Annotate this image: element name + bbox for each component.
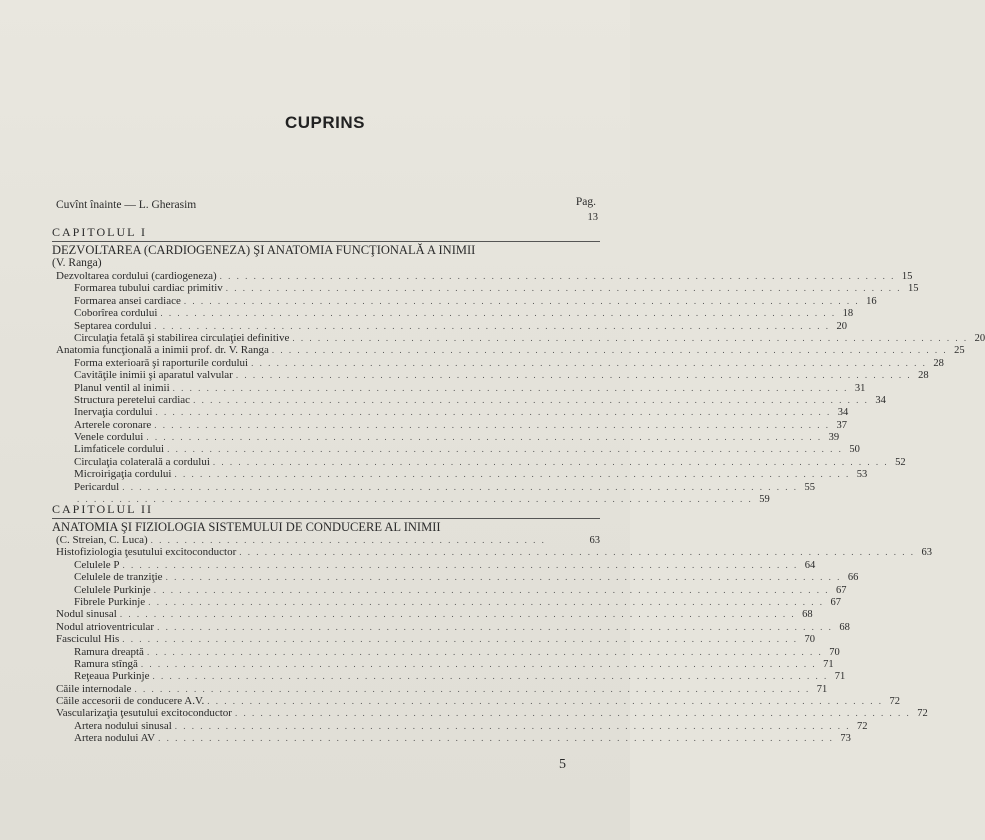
toc-entry-page: 15: [908, 283, 919, 295]
toc-entry-title: Dezvoltarea cordului (cardiogeneza): [56, 270, 217, 282]
toc-entry-title: Pericardul: [74, 480, 120, 493]
toc-entry: [52, 707, 928, 720]
toc-entry-title: Celulele Purkinje: [74, 583, 151, 596]
leader-dots: . . . . . . . . . . . . . . . . . . . . . . . . . . . . . . . . . . . . . . . . . . . . . . . . . . . . . . . . . . . . . . . . . . . . . . . . . . . . . . . .: [167, 444, 843, 455]
toc-entry: [52, 294, 877, 307]
chapter-2-heading: ANATOMIA ŞI FIZIOLOGIA SISTEMULUI DE CONDUCERE AL INIMII: [52, 520, 441, 534]
toc-entry: [52, 645, 840, 658]
toc-entry-page: 34: [875, 394, 886, 406]
toc-entry-page: 64: [804, 559, 816, 571]
toc-entry-title: Cavităţile inimii şi aparatul valvular: [74, 369, 233, 382]
foreword-page: 13: [587, 212, 598, 223]
toc-entry: [52, 657, 834, 670]
toc-entry-page: 28: [933, 357, 944, 369]
toc-entry-title: Circulaţia fetală şi stabilirea circulaţiei definitive: [74, 331, 290, 344]
toc-entry-page: 66: [847, 572, 859, 584]
toc-entry: [52, 270, 913, 282]
leader-dots: . . . . . . . . . . . . . . . . . . . . . . . . . . . . . . . . . . . . . . . . . . . . . . . . . . . . . . . . . . . . . . . . . . . . . . . . . . . . . . . .: [219, 271, 896, 281]
toc-entry: [52, 282, 919, 295]
leader-dots: . . . . . . . . . . . . . . . . . . . . . . . . . . . . . . . . . . . . . . . . . . . . . . . . . . . . . . . . . . . . . . . . . . . . . . . . . . . . . . . .: [165, 572, 842, 583]
toc-entry-title: Structura peretelui cardiac: [74, 393, 191, 406]
leader-dots: . . . . . . . . . . . . . . . . . . . . . . . . . . . . . . . . . . . . . . . . . . . . . . . . . . . . . . . . . . . . . . . . . . . . . . . . . . . . . . . .: [251, 357, 927, 368]
chapter-2-authors-row: [52, 534, 600, 546]
chapter-1-entries: [52, 270, 985, 506]
leader-dots: . . . . . . . . . . . . . . . . . . . . . . . . . . . . . . . . . . . . . . . . . . . . . . . . . . . . . . . . . . . . . . . . . . . . . . . . . . . . . . . .: [154, 419, 831, 430]
leader-dots: . . . . . . . . . . . . . . . . . . . . . . . . . . . . . . . . . . . . . . . . . . . . . . . . . . . . . . . . . . . . . . . . . . . . . . . . . . . . . . . .: [234, 708, 911, 719]
leader-dots: . . . . . . . . . . . . . . . . . . . . . . . . . . . . . . . . . . . . . . . . . . . . . . . . . . . . . . . . . . . . . . . . . . . . . . . . . . . . . . . .: [122, 559, 799, 570]
toc-entry-title: Histofiziologia ţesutului excitoconductor: [56, 546, 237, 559]
leader-dots: . . . . . . . . . . . . . . . . . . . . . . . . . . . . . . . . . . . . . . . . . . . . . . . . . . . . . . . . . . . . . . . . . . . . . . . . . . . . . . . .: [172, 382, 849, 393]
leader-dots: . . . . . . . . . . . . . . . . . . . . . . . . . . . . . . . . . . . . . . . . . . . . . . . . . . . . . . . . . . . . . . . . . . . . . . . . . . . . . . . .: [140, 658, 817, 669]
toc-entry-title: Planul ventil al inimii: [74, 381, 170, 394]
toc-entry: [52, 344, 965, 357]
toc-entry-title: Limfaticele cordului: [74, 443, 165, 456]
leader-dots: . . . . . . . . . . . . . . . . . . . . . . . . . . . . . . . . . . . . . . . . . . . . . . . . . . . . . . . . . . . . . . . . . . . . . . . . . . . . . . . .: [193, 394, 869, 405]
toc-entry-title: Ramura stîngă: [74, 657, 138, 670]
chapter-2-label: CAPITOLUL II: [52, 502, 153, 516]
toc-entry: [52, 571, 859, 584]
toc-entry: [52, 633, 815, 646]
leader-dots: . . . . . . . . . . . . . . . . . . . . . . . . . . . . . . . . . . . . . . . . . . . . . . . . . . . . . . . . . . . . . . . . . . . . . . . . . . . . . . . .: [122, 634, 798, 645]
toc-entry: [52, 719, 868, 732]
leader-dots: . . . . . . . . . . . . . . . . . . . . . . . . . . . . . . . . . . . . . . . . . . . . . . . . . . . . . . . . . . . . . . . . . . . . . . . . . . . . . . . .: [174, 720, 851, 731]
toc-entry-page: 28: [918, 370, 929, 382]
toc-entry-title: Celulele P: [74, 558, 120, 571]
chapter-2-section: [52, 502, 932, 745]
toc-entry-page: 16: [866, 295, 877, 307]
toc-entry: [52, 431, 840, 444]
toc-entry-page: 71: [834, 671, 846, 683]
toc-entry-title: Venele cordului: [74, 431, 144, 444]
toc-entry: [52, 468, 868, 481]
leader-dots: . . . . . . . . . . . . . . . . . . . . . . . . . . . . . . . . . . . . . . . . . . . . . . . . . . . . . . . . . . . . . . . . . . . . . . . . . . . . . . . .: [160, 308, 837, 319]
toc-entry-page: 63: [921, 547, 932, 559]
toc-entry: [52, 443, 860, 456]
toc-entry: [52, 406, 849, 419]
toc-entry-title: Nodul sinusal: [56, 608, 117, 621]
leader-dots: . . . . . . . . . . . . . . . . . . . . . . . . . . . . . . . . . . . . . . . . . . . . . . . . . . . . . . . . . . . . . . . . . . . . . . . . . . . . . . . .: [122, 481, 798, 492]
leader-dots: . . . . . . . . . . . . . . . . . . . . . . . . . . . . . . . . . . . . . . . . . . . . . . . . . . . . . . . . . . . . . . . . . . . . . . . . . . . . . . . .: [183, 295, 860, 306]
toc-entry-title: Septarea cordului: [74, 319, 152, 332]
chapter-1-label: CAPITOLUL I: [52, 225, 147, 239]
toc-entry: [52, 608, 813, 621]
toc-entry-page: 70: [804, 634, 815, 646]
page-number: 5: [559, 757, 566, 772]
toc-entry: [52, 732, 851, 745]
chapter-2-rule: [52, 518, 600, 519]
leader-dots: . . . . . . . . . . . . . . . . . . . . . . . . . . . . . . . . . . . . . . . . . . . . . . . . . . . . . . . . . . . . . . . . . . . . . . . . . . . . . . . .: [239, 547, 915, 558]
chapter-1-heading: DEZVOLTAREA (CARDIOGENEZA) ŞI ANATOMIA FUNCŢIONALĂ A INIMII: [52, 243, 476, 257]
toc-entry-page: 71: [816, 683, 828, 695]
chapter-1-rule: [52, 241, 600, 242]
toc-entry-page: 53: [856, 469, 868, 481]
toc-entry: [52, 558, 816, 571]
toc-entry: [52, 381, 866, 394]
toc-entry-title: Coborîrea cordului: [74, 307, 158, 320]
toc-entry-page: 71: [823, 658, 834, 670]
leader-dots: . . . . . . . . . . . . . . . . . . . . . . . . . . . . . . . . . . . . . . . . . . . . . . . . . . . . . . . . . . . . . . . . . . . . . . . . . . . . . . . .: [235, 370, 912, 381]
toc-entry-page: 34: [837, 407, 849, 419]
leader-dots: . . . . . . . . . . . . . . . . . . . . . . . . . . . . . . . . . . . . . . . . . . . . . . . . . . . . . . . . . . . . . . . . . . . . . . . . . . . . . . . .: [155, 407, 832, 418]
chapter-2-authors: (C. Streian, C. Luca): [56, 534, 148, 546]
chapter-1-label-row: [52, 226, 600, 240]
toc-entry-title: Artera nodului sinusal: [74, 719, 172, 732]
toc-entry-page: 67: [830, 596, 841, 608]
leader-dots: . . . . . . . . . . . . . . . . . . . . . . . . . . . . . . . . . . . . . . . . . . . . . . . . . . . . . . . . . . . . . . . . . . . . . . . . . . . . . . . .: [134, 683, 811, 694]
toc-entry-title: Vascularizaţia ţesutului excitoconductor: [56, 707, 232, 720]
toc-entry-title: Căile accesorii de conducere A.V.: [56, 695, 205, 708]
toc-entry-page: 20: [836, 320, 848, 332]
page-title: CUPRINS: [284, 113, 365, 132]
pag-label: Pag.: [575, 196, 596, 208]
leader-dots: . . . . . . . . . . . . . . . . . . . . . . . . . . . . . . . . . . . . . . . . . . . . . . . . . . . . . . . . . . . . . . . . . . . . . . . . . . . . . . . .: [148, 596, 824, 607]
toc-entry-title: Microirigaţia cordului: [74, 468, 172, 481]
toc-entry-title: Ramura dreaptă: [74, 645, 144, 658]
toc-entry-title: Forma exterioară şi raporturile cordului: [74, 356, 249, 369]
leader-dots: . . . . . . . . . . . . . . . . . . . . . . . . . . . . . . . . . . . . . . . . . . . . . . . . . . . . . . . . . . . . . . . . . . . . . . . . . . . . . . . .: [225, 283, 902, 294]
toc-entry: [52, 583, 847, 596]
foreword-text: Cuvînt înainte — L. Gherasim: [56, 199, 197, 211]
chapter-1-section: [52, 225, 985, 506]
toc-entry-page: 59: [759, 494, 770, 506]
toc-entry-page: 39: [828, 432, 840, 444]
toc-entry-page: 18: [842, 308, 854, 320]
leader-dots: . . . . . . . . . . . . . . . . . . . . . . . . . . . . . . . . . . . . . . . . . . . . . . . . . . . . . . . . . . . . . . . . . . . . . . . . . . . . . . . .: [212, 456, 889, 467]
leader-dots: . . . . . . . . . . . . . . . . . . . . . . . . . . . . . . . . . . . . . . . . . . . . . . . . . . . . . . . . . . . . . . . . . . . . . . . . . . . . . . . .: [146, 432, 823, 443]
chapter-2-entries: [52, 546, 932, 745]
leader-dots: . . . . . . . . . . . . . . . . . . . . . . . . . . . . . . . . . . . . . . . . . . . . . . . . . . . . . . . . . . . . . . . . . . . . . . . . . . . . . . . .: [292, 332, 969, 343]
toc-entry: [52, 369, 929, 382]
leader-dots: . . . . . . . . . . . . . . . . . . . . . . . . . . . . . . . . . . . . . . . . . . . . . . . . . . . . . . . . . . . . . . . . . . . . . . . . . . . . . . . .: [154, 320, 831, 331]
leader-dots: . . . . . . . . . . . . . . . . . . . . . . . . . . . . . . . . . . . . . . . . . . . . . . .: [150, 535, 546, 545]
leader-dots: . . . . . . . . . . . . . . . . . . . . . . . . . . . . . . . . . . . . . . . . . . . . . . . . . . . . . . . . . . . . . . . . . . . . . . . . . . . . . . . .: [207, 696, 883, 707]
toc-entry-title: Fibrele Purkinje: [74, 595, 146, 608]
toc-entry-title: Inervaţia cordului: [74, 406, 153, 419]
toc-entry: [52, 356, 944, 369]
toc-entry-title: Celulele de tranziţie: [74, 571, 163, 584]
toc-entry-page: 37: [836, 419, 848, 431]
toc-entry-title: Nodul atrioventricular: [56, 620, 155, 633]
toc-entry-title: Fasciculul His: [56, 633, 120, 646]
toc-entry: [52, 480, 815, 493]
toc-entry: [52, 670, 846, 683]
toc-entry-page: 73: [840, 733, 851, 745]
leader-dots: . . . . . . . . . . . . . . . . . . . . . . . . . . . . . . . . . . . . . . . . . . . . . . . . . . . . . . . . . . . . . . . . . . . . . . . . . . . . . . . .: [158, 733, 834, 744]
foreword-row: [56, 196, 600, 223]
leader-dots: . . . . . . . . . . . . . . . . . . . . . . . . . . . . . . . . . . . . . . . . . . . . . . . . . . . . . . . . . . . . . . . . . . . . . . . . . . . . . . . .: [157, 621, 833, 632]
toc-entry-page: 31: [854, 382, 866, 394]
leader-dots: . . . . . . . . . . . . . . . . . . . . . . . . . . . . . . . . . . . . . . . . . . . . . . . . . . . . . . . . . . . . . . . . . . . . . . . . . . . . . . . .: [146, 646, 823, 657]
toc-entry: [52, 331, 985, 344]
toc-entry: [52, 595, 841, 608]
toc-entry: [52, 307, 854, 320]
toc-entry-page: 52: [895, 456, 906, 468]
toc-entry: [52, 682, 828, 695]
toc-entry-title: Anatomia funcţională a inimii prof. dr. V. Ranga: [56, 344, 269, 357]
toc-entry: [52, 418, 848, 431]
leader-dots: . . . . . . . . . . . . . . . . . . . . . . . . . . . . . . . . . . . . . . . . . . . . . . . . . . . . . . . . . . . . . . . . . . . . . . . . . . . . . . . .: [174, 469, 851, 480]
toc-entry-title: Circulaţia colaterală a cordului: [74, 455, 210, 468]
toc-entry-title: Arterele coronare: [74, 418, 152, 431]
toc-entry: [52, 455, 906, 468]
toc-entry-page: 72: [889, 696, 900, 708]
leader-dots: . . . . . . . . . . . . . . . . . . . . . . . . . . . . . . . . . . . . . . . . . . . . . . . . . . . . . . . . . . . . . . . . . . . . . . . . . . . . . . . .: [152, 671, 829, 682]
toc-entry-title: Căile internodale: [56, 682, 132, 695]
toc-entry-page: 68: [839, 621, 850, 633]
leader-dots: . . . . . . . . . . . . . . . . . . . . . . . . . . . . . . . . . . . . . . . . . . . . . . . . . . . . . . . . . . . . . . . . . . . . . . . . . . . . . . . .: [77, 494, 753, 505]
toc-entry-page: 72: [917, 708, 928, 720]
leader-dots: . . . . . . . . . . . . . . . . . . . . . . . . . . . . . . . . . . . . . . . . . . . . . . . . . . . . . . . . . . . . . . . . . . . . . . . . . . . . . . . .: [119, 609, 796, 620]
chapter-2-authors-page: 63: [589, 535, 600, 546]
toc-entry-page: 72: [857, 720, 868, 732]
toc-entry-title: Formarea tubului cardiac primitiv: [74, 282, 223, 295]
chapter-2-label-row: [52, 503, 600, 517]
toc-entry-page: 20: [974, 332, 985, 344]
toc-entry: [52, 695, 900, 708]
toc-entry: [52, 319, 848, 332]
chapter-1-authors: (V. Ranga): [52, 257, 102, 269]
toc-entry-title: Artera nodului AV: [74, 732, 156, 745]
toc-entry-page: 50: [849, 444, 860, 456]
toc-entry-page: 70: [829, 646, 840, 658]
toc-entry-page: 67: [835, 584, 847, 596]
toc-entry-page: 25: [954, 345, 965, 357]
leader-dots: . . . . . . . . . . . . . . . . . . . . . . . . . . . . . . . . . . . . . . . . . . . . . . . . . . . . . . . . . . . . . . . . . . . . . . . . . . . . . . . .: [153, 584, 830, 595]
toc-entry: [52, 546, 932, 559]
toc-entry-page: 68: [802, 609, 813, 621]
toc-entry: [52, 620, 850, 633]
toc-entry-page: 55: [804, 481, 815, 493]
toc-entry-title: Formarea ansei cardiace: [74, 294, 181, 307]
leader-dots: . . . . . . . . . . . . . . . . . . . . . . . . . . . . . . . . . . . . . . . . . . . . . . . . . . . . . . . . . . . . . . . . . . . . . . . . . . . . . . . .: [271, 345, 948, 356]
toc-entry-title: Reţeaua Purkinje: [74, 670, 150, 683]
toc-entry-page: 15: [901, 271, 913, 282]
toc-entry: [52, 393, 886, 406]
